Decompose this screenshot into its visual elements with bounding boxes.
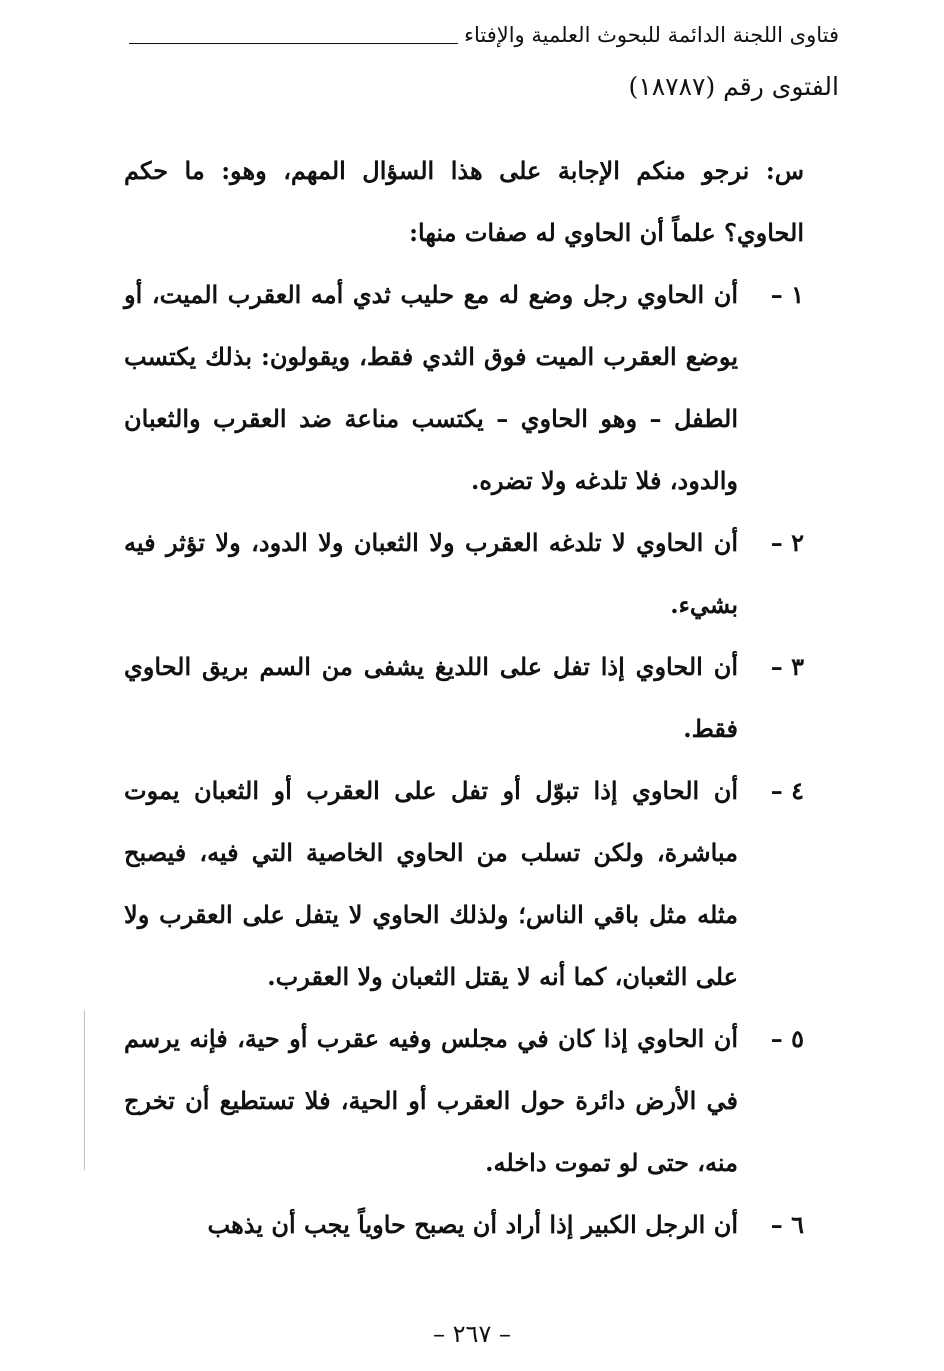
characteristics-list	[124, 264, 804, 1256]
fatwa-body	[124, 140, 804, 1256]
item-number: ٦ –	[770, 1210, 804, 1239]
item-number: ١ –	[770, 280, 804, 309]
page-number: – ٢٦٧ –	[433, 1320, 511, 1348]
list-item	[124, 1194, 804, 1256]
margin-line	[84, 1010, 85, 1170]
item-number: ٥ –	[770, 1024, 804, 1053]
item-text: أن الحاوي إذا تفل على اللديغ يشفى من السم بريق الحاوي فقط.	[124, 652, 738, 743]
item-text: أن الحاوي إذا كان في مجلس وفيه عقرب أو حية، فإنه يرسم في الأرض دائرة حول العقرب أو الحية، فلا تستطيع أن تخرج منه، حتى لو تموت داخله.	[124, 1024, 738, 1177]
fatwa-number: الفتوى رقم (١٨٧٨٧)	[628, 72, 839, 101]
item-text: أن الحاوي إذا تبوّل أو تفل على العقرب أو الثعبان يموت مباشرة، ولكن تسلب من الحاوي الخاصية التي فيه، فيصبح مثله مثل باقي الناس؛ ولذلك الحاوي لا يتفل على العقرب ولا على الثعبان، كما أنه لا يقتل الثعبان ولا العقرب.	[124, 776, 739, 991]
question-label: س:	[765, 156, 805, 185]
item-text: أن الرجل الكبير إذا أراد أن يصبح حاوياً يجب أن يذهب	[207, 1210, 738, 1239]
item-number: ٤ –	[770, 776, 804, 805]
running-header	[129, 18, 839, 52]
item-number: ٢ –	[770, 528, 804, 557]
list-item	[124, 512, 804, 636]
list-item	[124, 1008, 804, 1194]
item-text: أن الحاوي رجل وضع له مع حليب ثدي أمه العقرب الميت، أو يوضع العقرب الميت فوق الثدي فقط، ويقولون: بذلك يكتسب الطفل – وهو الحاوي – يكتسب مناعة ضد العقرب والثعبان والدود، فلا تلدغه ولا تضره.	[124, 280, 738, 495]
list-item	[124, 760, 804, 1008]
question-paragraph	[124, 140, 804, 264]
list-item	[124, 636, 804, 760]
question-text: نرجو منكم الإجابة على هذا السؤال المهم، وهو: ما حكم الحاوي؟ علماً أن الحاوي له صفات منها:	[124, 156, 804, 247]
header-rule	[129, 43, 458, 44]
item-text: أن الحاوي لا تلدغه العقرب ولا الثعبان ولا الدود، ولا تؤثر فيه بشيء.	[124, 528, 738, 619]
item-number: ٣ –	[770, 652, 804, 681]
book-title: فتاوى اللجنة الدائمة للبحوث العلمية والإفتاء	[464, 23, 839, 47]
list-item	[124, 264, 804, 512]
